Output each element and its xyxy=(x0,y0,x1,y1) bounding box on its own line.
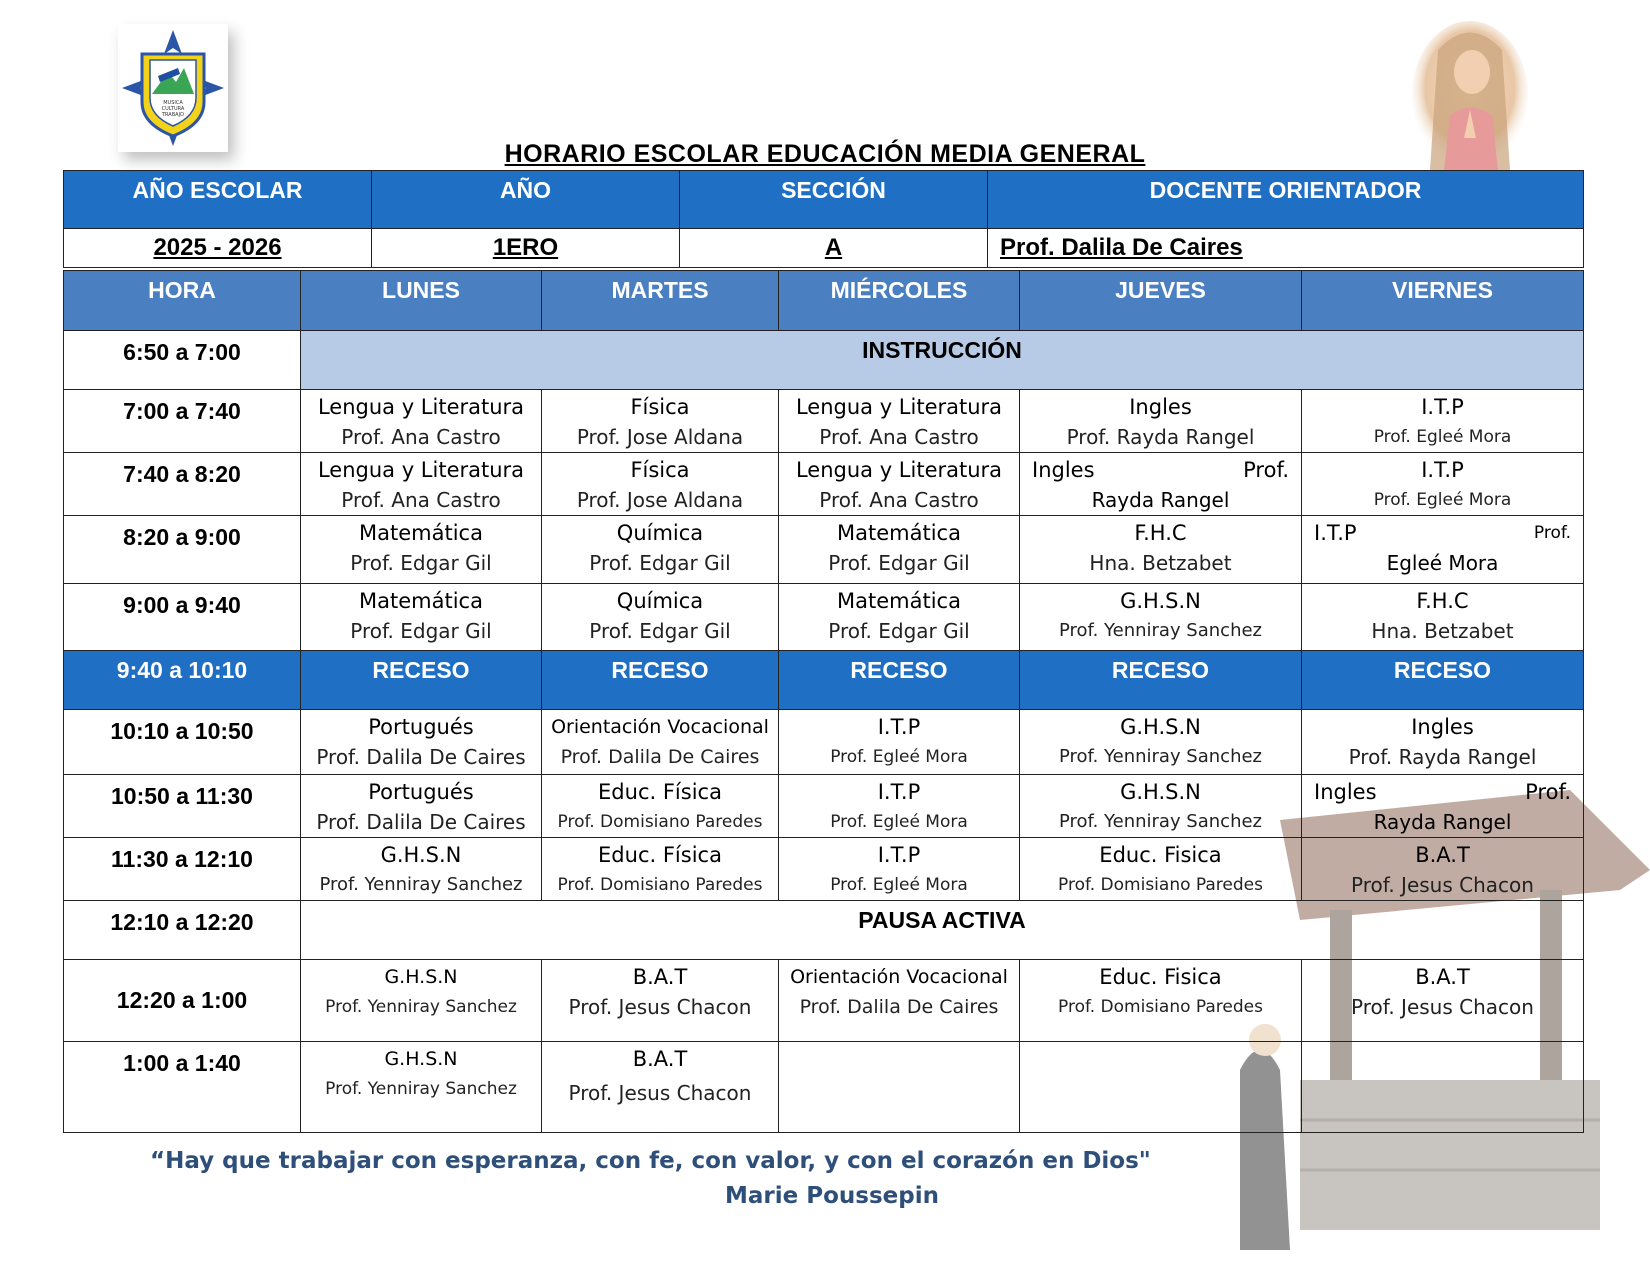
teacher: Prof. Edgar Gil xyxy=(350,551,492,575)
subject: B.A.T xyxy=(632,965,688,989)
class-cell xyxy=(1302,838,1584,901)
subject: Educ. Física xyxy=(598,843,722,867)
class-cell xyxy=(301,584,542,651)
value-section: A xyxy=(680,229,988,268)
teacher: Prof. Yenniray Sanchez xyxy=(325,1079,517,1099)
teacher: Prof. Domisiano Paredes xyxy=(1058,875,1263,895)
label-section: SECCIÓN xyxy=(680,171,988,229)
class-cell xyxy=(1020,390,1302,453)
table-row xyxy=(64,960,1584,1042)
subject: Química xyxy=(616,521,704,545)
subject: Matemática xyxy=(837,589,961,613)
subject: F.H.C xyxy=(1416,589,1469,613)
class-cell xyxy=(542,960,779,1042)
instruction-banner: INSTRUCCIÓN xyxy=(301,331,1584,390)
teacher: Prof. Jesus Chacon xyxy=(568,1081,752,1105)
class-cell xyxy=(779,453,1020,516)
class-cell xyxy=(301,1042,542,1133)
class-cell xyxy=(542,453,779,516)
class-cell xyxy=(301,960,542,1042)
class-cell xyxy=(1302,775,1584,838)
teacher: Prof. Ana Castro xyxy=(341,425,501,449)
class-cell xyxy=(779,390,1020,453)
subject: Matemática xyxy=(359,521,483,545)
table-row xyxy=(64,516,1584,584)
teacher-prefix: Prof. xyxy=(1525,780,1571,804)
subject: Lengua y Literatura xyxy=(317,458,525,482)
teacher: Prof. Ana Castro xyxy=(341,488,501,512)
teacher: Prof. Egleé Mora xyxy=(830,875,968,895)
teacher: Prof. Edgar Gil xyxy=(828,619,970,643)
time-cell: 9:40 a 10:10 xyxy=(64,651,301,710)
teacher: Prof. Yenniray Sanchez xyxy=(1058,620,1263,641)
header-lunes: LUNES xyxy=(301,271,542,331)
class-cell xyxy=(542,516,779,584)
time-cell: 7:40 a 8:20 xyxy=(64,453,301,516)
subject: I.T.P xyxy=(877,715,921,739)
active-pause-banner: PAUSA ACTIVA xyxy=(301,901,1584,960)
time-cell: 1:00 a 1:40 xyxy=(64,1042,301,1133)
subject: Educ. Fisica xyxy=(1099,965,1222,989)
class-cell xyxy=(301,516,542,584)
page-title: HORARIO ESCOLAR EDUCACIÓN MEDIA GENERAL xyxy=(504,140,1146,168)
teacher: Rayda Rangel xyxy=(1091,488,1230,512)
subject: B.A.T xyxy=(1415,965,1470,989)
class-cell xyxy=(542,390,779,453)
class-cell xyxy=(779,710,1020,775)
recess-cell: RECESO xyxy=(301,651,542,710)
class-cell xyxy=(1302,1042,1584,1133)
teacher-prefix: Prof. xyxy=(1533,523,1571,543)
subject: G.H.S.N xyxy=(384,966,458,988)
subject: Matemática xyxy=(837,521,961,545)
subject: Portugués xyxy=(368,715,474,739)
class-cell xyxy=(1020,775,1302,838)
class-cell xyxy=(779,1042,1020,1133)
subject: Física xyxy=(630,395,690,419)
subject: Orientación Vocacional xyxy=(551,716,769,738)
subject xyxy=(1020,1042,1301,1044)
class-cell xyxy=(1302,390,1584,453)
class-cell xyxy=(301,838,542,901)
table-row xyxy=(64,584,1584,651)
subject: Educ. Física xyxy=(598,780,722,804)
label-year: AÑO xyxy=(372,171,680,229)
header-hora: HORA xyxy=(64,271,301,331)
teacher: Prof. Egleé Mora xyxy=(1373,490,1512,510)
subject: I.T.P xyxy=(1421,395,1464,419)
time-cell: 6:50 a 7:00 xyxy=(64,331,301,390)
subject: I.T.P xyxy=(877,843,921,867)
subject: Matemática xyxy=(359,589,483,613)
teacher: Prof. Edgar Gil xyxy=(350,619,492,643)
time-cell: 10:10 a 10:50 xyxy=(64,710,301,775)
teacher: Prof. Edgar Gil xyxy=(828,551,970,575)
subject: I.T.P xyxy=(1314,521,1357,545)
subject: Ingles xyxy=(1314,780,1377,804)
label-advisor: DOCENTE ORIENTADOR xyxy=(988,171,1584,229)
footer-author: Marie Poussepin xyxy=(725,1183,939,1209)
teacher: Prof. Ana Castro xyxy=(819,488,979,512)
teacher: Prof. Jose Aldana xyxy=(576,488,744,512)
teacher: Prof. Edgar Gil xyxy=(589,619,731,643)
class-cell xyxy=(1302,584,1584,651)
value-year: 1ERO xyxy=(372,229,680,268)
teacher: Prof. Jesus Chacon xyxy=(1351,873,1534,897)
teacher: Prof. Dalila De Caires xyxy=(560,746,760,768)
subject: Ingles xyxy=(1032,458,1095,482)
label-school-year: AÑO ESCOLAR xyxy=(64,171,372,229)
table-row xyxy=(64,775,1584,838)
info-table xyxy=(63,170,1584,268)
class-cell xyxy=(1020,710,1302,775)
teacher: Hna. Betzabet xyxy=(1089,551,1232,575)
teacher: Prof. Domisiano Paredes xyxy=(1058,997,1263,1017)
subject: F.H.C xyxy=(1134,521,1187,545)
table-row xyxy=(64,838,1584,901)
table-row xyxy=(64,1042,1584,1133)
teacher: Prof. Rayda Rangel xyxy=(1348,745,1537,769)
class-cell xyxy=(779,838,1020,901)
table-row xyxy=(64,710,1584,775)
class-cell xyxy=(301,710,542,775)
teacher: Prof. Egleé Mora xyxy=(830,812,968,832)
class-cell xyxy=(301,453,542,516)
teacher: Prof. Yenniray Sanchez xyxy=(1058,746,1263,767)
teacher: Prof. Rayda Rangel xyxy=(1066,425,1255,449)
crest-text-3: TRABAJO xyxy=(161,112,185,118)
recess-cell: RECESO xyxy=(542,651,779,710)
class-cell xyxy=(542,838,779,901)
subject: G.H.S.N xyxy=(380,843,462,867)
subject: Ingles xyxy=(1129,395,1192,419)
class-cell xyxy=(542,1042,779,1133)
time-cell: 11:30 a 12:10 xyxy=(64,838,301,901)
subject: Educ. Fisica xyxy=(1099,843,1222,867)
class-cell xyxy=(1302,960,1584,1042)
class-cell xyxy=(542,710,779,775)
time-cell: 12:20 a 1:00 xyxy=(64,960,301,1042)
subject: Física xyxy=(630,458,690,482)
subject: Portugués xyxy=(368,780,474,804)
subject: Lengua y Literatura xyxy=(795,458,1003,482)
class-cell xyxy=(542,584,779,651)
teacher: Prof. Ana Castro xyxy=(819,425,979,449)
crest-text-2: CULTURA xyxy=(161,106,185,112)
time-cell: 7:00 a 7:40 xyxy=(64,390,301,453)
teacher-prefix: Prof. xyxy=(1243,458,1289,482)
class-cell xyxy=(1302,453,1584,516)
teacher: Prof. Edgar Gil xyxy=(589,551,731,575)
time-cell: 8:20 a 9:00 xyxy=(64,516,301,584)
teacher: Prof. Domisiano Paredes xyxy=(557,812,763,832)
class-cell xyxy=(779,960,1020,1042)
subject: B.A.T xyxy=(1415,843,1470,867)
teacher: Prof. Yenniray Sanchez xyxy=(319,874,523,895)
footer-quote: “Hay que trabajar con esperanza, con fe, con valor, y con el corazón en Dios" xyxy=(150,1148,1151,1174)
header-jueves: JUEVES xyxy=(1020,271,1302,331)
table-row xyxy=(64,453,1584,516)
teacher: Prof. Egleé Mora xyxy=(1373,427,1512,447)
recess-cell: RECESO xyxy=(1020,651,1302,710)
class-cell xyxy=(779,584,1020,651)
subject: G.H.S.N xyxy=(1120,715,1201,739)
class-cell xyxy=(1020,1042,1302,1133)
subject: Química xyxy=(616,589,704,613)
subject xyxy=(779,1042,1019,1044)
time-cell: 9:00 a 9:40 xyxy=(64,584,301,651)
recess-cell: RECESO xyxy=(779,651,1020,710)
class-cell xyxy=(301,775,542,838)
teacher: Prof. Jose Aldana xyxy=(576,425,744,449)
teacher: Prof. Jesus Chacon xyxy=(1351,995,1534,1019)
value-school-year: 2025 - 2026 xyxy=(64,229,372,268)
header-viernes: VIERNES xyxy=(1302,271,1584,331)
subject: I.T.P xyxy=(877,780,921,804)
subject: Ingles xyxy=(1411,715,1474,739)
teacher: Prof. Dalila De Caires xyxy=(799,996,999,1018)
time-cell: 12:10 a 12:20 xyxy=(64,901,301,960)
value-advisor: Prof. Dalila De Caires xyxy=(988,229,1584,268)
recess-row xyxy=(64,651,1584,710)
header-martes: MARTES xyxy=(542,271,779,331)
table-row xyxy=(64,390,1584,453)
teacher: Prof. Dalila De Caires xyxy=(316,810,526,834)
school-logo xyxy=(118,24,228,152)
schedule-table xyxy=(63,270,1584,1133)
subject: B.A.T xyxy=(632,1047,688,1071)
class-cell xyxy=(1020,453,1302,516)
subject: Orientación Vocacional xyxy=(790,966,1008,988)
subject: G.H.S.N xyxy=(1120,780,1201,804)
crest-text-1: MUSICA xyxy=(163,100,183,106)
teacher: Hna. Betzabet xyxy=(1371,619,1514,643)
teacher: Prof. Egleé Mora xyxy=(830,747,968,767)
school-crest-icon xyxy=(118,24,228,152)
class-cell xyxy=(779,516,1020,584)
class-cell xyxy=(1020,516,1302,584)
teacher: Prof. Jesus Chacon xyxy=(568,995,752,1019)
teacher: Prof. Yenniray Sanchez xyxy=(1058,811,1263,832)
class-cell xyxy=(1302,516,1584,584)
recess-cell: RECESO xyxy=(1302,651,1584,710)
subject xyxy=(1302,1042,1583,1044)
class-cell xyxy=(542,775,779,838)
teacher: Egleé Mora xyxy=(1386,551,1499,575)
class-cell xyxy=(1020,838,1302,901)
teacher: Prof. Yenniray Sanchez xyxy=(325,997,517,1017)
teacher: Prof. Domisiano Paredes xyxy=(557,875,763,895)
subject: G.H.S.N xyxy=(384,1048,458,1070)
class-cell xyxy=(1302,710,1584,775)
time-cell: 10:50 a 11:30 xyxy=(64,775,301,838)
header-miercoles: MIÉRCOLES xyxy=(779,271,1020,331)
class-cell xyxy=(1020,960,1302,1042)
class-cell xyxy=(301,390,542,453)
class-cell xyxy=(779,775,1020,838)
subject: Lengua y Literatura xyxy=(317,395,525,419)
teacher: Rayda Rangel xyxy=(1373,810,1512,834)
class-cell xyxy=(1020,584,1302,651)
subject: G.H.S.N xyxy=(1120,589,1201,613)
teacher: Prof. Dalila De Caires xyxy=(316,745,526,769)
subject: I.T.P xyxy=(1421,458,1464,482)
subject: Lengua y Literatura xyxy=(795,395,1003,419)
